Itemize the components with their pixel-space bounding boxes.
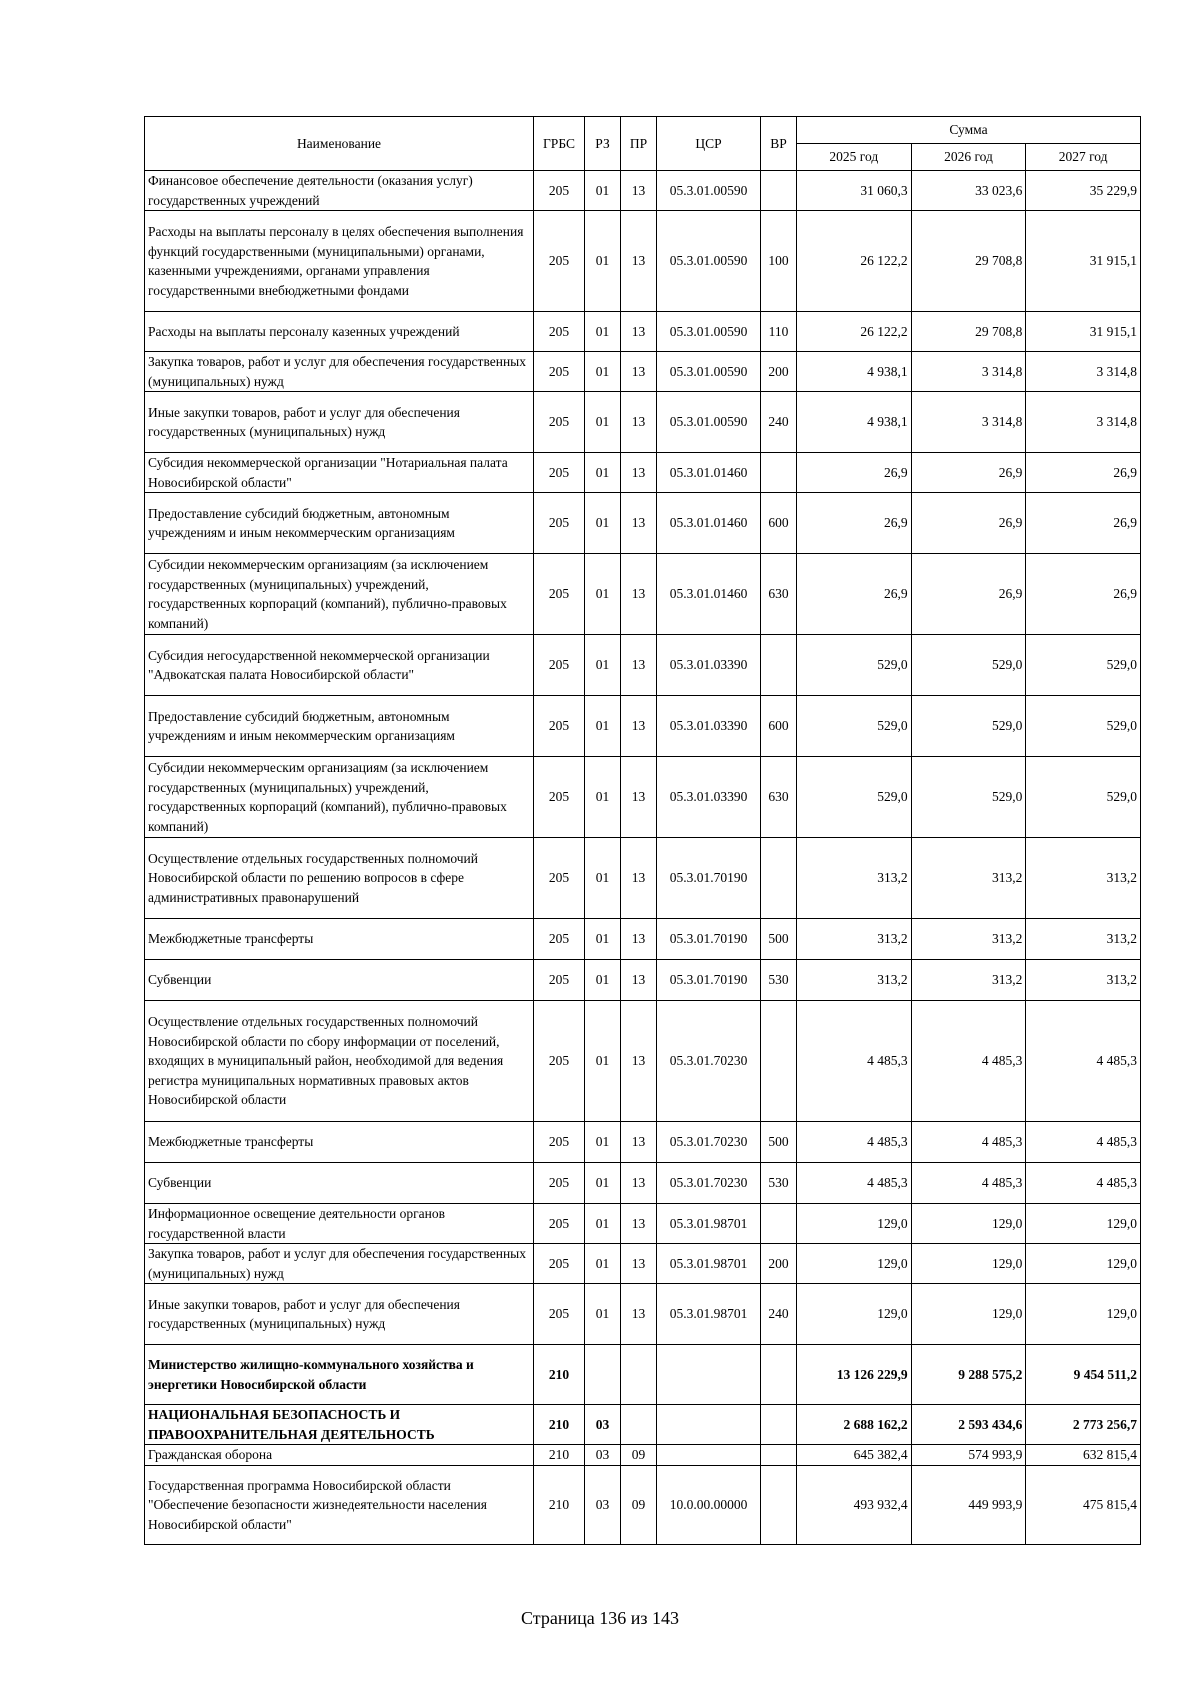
cell-vr: 110 xyxy=(761,312,797,352)
cell-pr: 13 xyxy=(621,960,657,1001)
cell-grbs: 205 xyxy=(534,1284,585,1345)
header-name: Наименование xyxy=(145,117,534,171)
cell-y2026: 3 314,8 xyxy=(911,352,1026,392)
cell-y2026: 3 314,8 xyxy=(911,392,1026,453)
cell-grbs: 205 xyxy=(534,211,585,312)
header-year-2026: 2026 год xyxy=(911,144,1026,171)
cell-name: Субсидии некоммерческим организациям (за исключением государственных (муниципальных) учреждений, государственных корпораций (компаний), публично-правовых компаний) xyxy=(145,757,534,838)
cell-y2027: 3 314,8 xyxy=(1026,352,1141,392)
cell-name: Иные закупки товаров, работ и услуг для обеспечения государственных (муниципальных) нужд xyxy=(145,392,534,453)
table-row xyxy=(145,171,1141,211)
cell-rz: 01 xyxy=(585,493,621,554)
cell-name: НАЦИОНАЛЬНАЯ БЕЗОПАСНОСТЬ И ПРАВООХРАНИТЕЛЬНАЯ ДЕЯТЕЛЬНОСТЬ xyxy=(145,1405,534,1445)
cell-vr xyxy=(761,635,797,696)
cell-y2025: 4 485,3 xyxy=(797,1122,912,1163)
header-rz: РЗ xyxy=(585,117,621,171)
cell-pr: 13 xyxy=(621,392,657,453)
cell-rz: 01 xyxy=(585,919,621,960)
cell-grbs: 205 xyxy=(534,352,585,392)
cell-csr: 05.3.01.01460 xyxy=(657,493,761,554)
cell-rz: 03 xyxy=(585,1405,621,1445)
cell-csr: 05.3.01.03390 xyxy=(657,635,761,696)
header-year-2025: 2025 год xyxy=(797,144,912,171)
header-grbs: ГРБС xyxy=(534,117,585,171)
cell-csr: 05.3.01.70230 xyxy=(657,1001,761,1122)
cell-csr xyxy=(657,1445,761,1466)
cell-csr: 05.3.01.70230 xyxy=(657,1163,761,1204)
cell-y2027: 632 815,4 xyxy=(1026,1445,1141,1466)
cell-csr: 05.3.01.70230 xyxy=(657,1122,761,1163)
cell-rz: 01 xyxy=(585,1122,621,1163)
cell-y2026: 9 288 575,2 xyxy=(911,1345,1026,1405)
cell-vr: 600 xyxy=(761,696,797,757)
cell-rz: 01 xyxy=(585,171,621,211)
header-vr: ВР xyxy=(761,117,797,171)
cell-csr: 05.3.01.01460 xyxy=(657,554,761,635)
cell-y2027: 129,0 xyxy=(1026,1204,1141,1244)
cell-pr: 13 xyxy=(621,312,657,352)
cell-rz: 03 xyxy=(585,1445,621,1466)
cell-vr xyxy=(761,1445,797,1466)
table-row xyxy=(145,1466,1141,1545)
cell-csr: 05.3.01.01460 xyxy=(657,453,761,493)
cell-vr: 500 xyxy=(761,919,797,960)
cell-pr: 09 xyxy=(621,1466,657,1545)
header-csr: ЦСР xyxy=(657,117,761,171)
cell-grbs: 205 xyxy=(534,1163,585,1204)
cell-name: Осуществление отдельных государственных полномочий Новосибирской области по решению вопросов в сфере административных правонарушений xyxy=(145,838,534,919)
cell-y2026: 4 485,3 xyxy=(911,1163,1026,1204)
cell-y2025: 26,9 xyxy=(797,493,912,554)
cell-y2025: 4 938,1 xyxy=(797,352,912,392)
cell-csr: 05.3.01.00590 xyxy=(657,312,761,352)
cell-csr: 05.3.01.03390 xyxy=(657,757,761,838)
cell-csr: 05.3.01.00590 xyxy=(657,392,761,453)
cell-grbs: 205 xyxy=(534,1204,585,1244)
cell-name: Министерство жилищно-коммунального хозяйства и энергетики Новосибирской области xyxy=(145,1345,534,1405)
cell-vr xyxy=(761,1405,797,1445)
cell-y2025: 26 122,2 xyxy=(797,312,912,352)
cell-y2025: 493 932,4 xyxy=(797,1466,912,1545)
cell-rz: 03 xyxy=(585,1466,621,1545)
cell-rz xyxy=(585,1345,621,1405)
cell-rz: 01 xyxy=(585,1244,621,1284)
cell-csr: 05.3.01.98701 xyxy=(657,1284,761,1345)
cell-y2027: 31 915,1 xyxy=(1026,211,1141,312)
cell-y2026: 574 993,9 xyxy=(911,1445,1026,1466)
table-row xyxy=(145,919,1141,960)
cell-vr: 530 xyxy=(761,1163,797,1204)
cell-grbs: 205 xyxy=(534,757,585,838)
cell-y2026: 529,0 xyxy=(911,757,1026,838)
cell-y2026: 2 593 434,6 xyxy=(911,1405,1026,1445)
table-row xyxy=(145,1001,1141,1122)
cell-y2027: 35 229,9 xyxy=(1026,171,1141,211)
cell-y2026: 29 708,8 xyxy=(911,312,1026,352)
cell-vr xyxy=(761,1001,797,1122)
cell-grbs: 205 xyxy=(534,960,585,1001)
cell-y2025: 129,0 xyxy=(797,1204,912,1244)
cell-y2026: 313,2 xyxy=(911,960,1026,1001)
table-row xyxy=(145,1122,1141,1163)
cell-grbs: 210 xyxy=(534,1405,585,1445)
table-row xyxy=(145,312,1141,352)
table-body xyxy=(145,171,1141,1545)
cell-grbs: 210 xyxy=(534,1445,585,1466)
cell-y2027: 26,9 xyxy=(1026,493,1141,554)
cell-pr: 13 xyxy=(621,554,657,635)
table-row xyxy=(145,392,1141,453)
cell-y2026: 26,9 xyxy=(911,554,1026,635)
table-row xyxy=(145,1345,1141,1405)
cell-y2025: 4 485,3 xyxy=(797,1001,912,1122)
cell-y2026: 129,0 xyxy=(911,1244,1026,1284)
cell-name: Предоставление субсидий бюджетным, автономным учреждениям и иным некоммерческим организациям xyxy=(145,493,534,554)
table-row xyxy=(145,554,1141,635)
cell-pr: 13 xyxy=(621,635,657,696)
cell-y2027: 9 454 511,2 xyxy=(1026,1345,1141,1405)
cell-pr: 13 xyxy=(621,1122,657,1163)
cell-y2027: 313,2 xyxy=(1026,960,1141,1001)
cell-y2026: 129,0 xyxy=(911,1204,1026,1244)
cell-csr: 10.0.00.00000 xyxy=(657,1466,761,1545)
cell-y2027: 26,9 xyxy=(1026,453,1141,493)
cell-pr: 13 xyxy=(621,1001,657,1122)
cell-y2025: 129,0 xyxy=(797,1244,912,1284)
cell-pr: 13 xyxy=(621,453,657,493)
cell-grbs: 205 xyxy=(534,493,585,554)
cell-rz: 01 xyxy=(585,960,621,1001)
table-row xyxy=(145,1163,1141,1204)
cell-name: Межбюджетные трансферты xyxy=(145,1122,534,1163)
table-row xyxy=(145,838,1141,919)
cell-grbs: 205 xyxy=(534,392,585,453)
cell-y2026: 29 708,8 xyxy=(911,211,1026,312)
cell-y2025: 31 060,3 xyxy=(797,171,912,211)
cell-rz: 01 xyxy=(585,554,621,635)
cell-vr: 200 xyxy=(761,1244,797,1284)
cell-y2025: 26,9 xyxy=(797,554,912,635)
cell-rz: 01 xyxy=(585,392,621,453)
cell-grbs: 205 xyxy=(534,171,585,211)
cell-y2027: 2 773 256,7 xyxy=(1026,1405,1141,1445)
cell-rz: 01 xyxy=(585,1163,621,1204)
cell-pr xyxy=(621,1345,657,1405)
cell-grbs: 205 xyxy=(534,1001,585,1122)
cell-name: Государственная программа Новосибирской области "Обеспечение безопасности жизнедеятельности населения Новосибирской области" xyxy=(145,1466,534,1545)
table-row xyxy=(145,1405,1141,1445)
cell-pr: 13 xyxy=(621,1244,657,1284)
cell-y2026: 33 023,6 xyxy=(911,171,1026,211)
cell-rz: 01 xyxy=(585,696,621,757)
cell-y2027: 529,0 xyxy=(1026,757,1141,838)
cell-vr: 630 xyxy=(761,554,797,635)
cell-pr: 13 xyxy=(621,696,657,757)
cell-name: Иные закупки товаров, работ и услуг для обеспечения государственных (муниципальных) нужд xyxy=(145,1284,534,1345)
cell-csr: 05.3.01.00590 xyxy=(657,352,761,392)
cell-pr: 13 xyxy=(621,493,657,554)
cell-y2026: 4 485,3 xyxy=(911,1122,1026,1163)
cell-grbs: 205 xyxy=(534,1122,585,1163)
cell-pr xyxy=(621,1405,657,1445)
table-row xyxy=(145,453,1141,493)
header-sum: Сумма xyxy=(797,117,1141,144)
cell-y2025: 529,0 xyxy=(797,757,912,838)
cell-pr: 13 xyxy=(621,352,657,392)
table-row xyxy=(145,352,1141,392)
cell-name: Закупка товаров, работ и услуг для обеспечения государственных (муниципальных) нужд xyxy=(145,352,534,392)
cell-pr: 13 xyxy=(621,211,657,312)
cell-name: Субсидия некоммерческой организации "Нотариальная палата Новосибирской области" xyxy=(145,453,534,493)
cell-y2025: 129,0 xyxy=(797,1284,912,1345)
cell-grbs: 205 xyxy=(534,838,585,919)
table-row xyxy=(145,635,1141,696)
cell-pr: 13 xyxy=(621,1204,657,1244)
cell-y2026: 26,9 xyxy=(911,493,1026,554)
cell-grbs: 205 xyxy=(534,696,585,757)
cell-grbs: 205 xyxy=(534,635,585,696)
table-row xyxy=(145,757,1141,838)
cell-name: Закупка товаров, работ и услуг для обеспечения государственных (муниципальных) нужд xyxy=(145,1244,534,1284)
cell-name: Субсидия негосударственной некоммерческой организации "Адвокатская палата Новосибирской области" xyxy=(145,635,534,696)
page-number: Страница 136 из 143 xyxy=(521,1608,679,1628)
cell-grbs: 210 xyxy=(534,1345,585,1405)
cell-name: Расходы на выплаты персоналу в целях обеспечения выполнения функций государственными (муниципальными) органами, казенными учреждениями, органами управления государственными внебюджетными фондами xyxy=(145,211,534,312)
cell-vr: 240 xyxy=(761,1284,797,1345)
cell-name: Предоставление субсидий бюджетным, автономным учреждениям и иным некоммерческим организациям xyxy=(145,696,534,757)
cell-y2025: 313,2 xyxy=(797,919,912,960)
table-row xyxy=(145,211,1141,312)
cell-y2025: 13 126 229,9 xyxy=(797,1345,912,1405)
cell-y2026: 26,9 xyxy=(911,453,1026,493)
cell-grbs: 210 xyxy=(534,1466,585,1545)
cell-name: Информационное освещение деятельности органов государственной власти xyxy=(145,1204,534,1244)
cell-pr: 13 xyxy=(621,919,657,960)
cell-grbs: 205 xyxy=(534,453,585,493)
table-row xyxy=(145,696,1141,757)
cell-y2027: 4 485,3 xyxy=(1026,1001,1141,1122)
cell-csr: 05.3.01.00590 xyxy=(657,211,761,312)
cell-csr: 05.3.01.03390 xyxy=(657,696,761,757)
table-header xyxy=(145,117,1141,171)
cell-y2027: 475 815,4 xyxy=(1026,1466,1141,1545)
cell-rz: 01 xyxy=(585,635,621,696)
cell-grbs: 205 xyxy=(534,312,585,352)
cell-y2025: 4 485,3 xyxy=(797,1163,912,1204)
cell-rz: 01 xyxy=(585,211,621,312)
cell-grbs: 205 xyxy=(534,554,585,635)
cell-y2026: 313,2 xyxy=(911,919,1026,960)
cell-y2027: 313,2 xyxy=(1026,919,1141,960)
cell-y2027: 4 485,3 xyxy=(1026,1122,1141,1163)
cell-y2025: 313,2 xyxy=(797,838,912,919)
cell-vr: 600 xyxy=(761,493,797,554)
cell-y2025: 2 688 162,2 xyxy=(797,1405,912,1445)
cell-vr xyxy=(761,838,797,919)
cell-vr: 500 xyxy=(761,1122,797,1163)
cell-grbs: 205 xyxy=(534,1244,585,1284)
cell-vr: 630 xyxy=(761,757,797,838)
header-pr: ПР xyxy=(621,117,657,171)
cell-y2025: 529,0 xyxy=(797,635,912,696)
cell-pr: 13 xyxy=(621,757,657,838)
cell-vr: 240 xyxy=(761,392,797,453)
cell-pr: 13 xyxy=(621,1284,657,1345)
cell-y2025: 26 122,2 xyxy=(797,211,912,312)
cell-vr xyxy=(761,1345,797,1405)
cell-rz: 01 xyxy=(585,838,621,919)
cell-y2027: 129,0 xyxy=(1026,1284,1141,1345)
table-row xyxy=(145,1445,1141,1466)
cell-grbs: 205 xyxy=(534,919,585,960)
cell-pr: 13 xyxy=(621,171,657,211)
cell-rz: 01 xyxy=(585,352,621,392)
cell-rz: 01 xyxy=(585,1001,621,1122)
cell-rz: 01 xyxy=(585,757,621,838)
cell-vr xyxy=(761,1466,797,1545)
cell-y2025: 645 382,4 xyxy=(797,1445,912,1466)
cell-y2026: 129,0 xyxy=(911,1284,1026,1345)
cell-y2026: 313,2 xyxy=(911,838,1026,919)
cell-name: Расходы на выплаты персоналу казенных учреждений xyxy=(145,312,534,352)
cell-vr: 100 xyxy=(761,211,797,312)
cell-y2025: 313,2 xyxy=(797,960,912,1001)
cell-y2027: 129,0 xyxy=(1026,1244,1141,1284)
cell-name: Субвенции xyxy=(145,960,534,1001)
cell-rz: 01 xyxy=(585,1284,621,1345)
cell-csr: 05.3.01.70190 xyxy=(657,960,761,1001)
cell-y2027: 26,9 xyxy=(1026,554,1141,635)
cell-y2026: 449 993,9 xyxy=(911,1466,1026,1545)
cell-y2025: 4 938,1 xyxy=(797,392,912,453)
cell-y2027: 529,0 xyxy=(1026,696,1141,757)
cell-name: Осуществление отдельных государственных полномочий Новосибирской области по сбору информации от поселений, входящих в муниципальный район, необходимой для ведения регистра муниципальных нормативных правовых актов Новосибирской области xyxy=(145,1001,534,1122)
table-row xyxy=(145,493,1141,554)
cell-y2026: 529,0 xyxy=(911,635,1026,696)
cell-name: Субвенции xyxy=(145,1163,534,1204)
cell-vr: 530 xyxy=(761,960,797,1001)
table-row xyxy=(145,1204,1141,1244)
cell-vr xyxy=(761,453,797,493)
cell-pr: 13 xyxy=(621,838,657,919)
cell-vr xyxy=(761,171,797,211)
cell-y2027: 31 915,1 xyxy=(1026,312,1141,352)
cell-y2026: 4 485,3 xyxy=(911,1001,1026,1122)
cell-rz: 01 xyxy=(585,453,621,493)
cell-rz: 01 xyxy=(585,312,621,352)
cell-y2025: 529,0 xyxy=(797,696,912,757)
cell-vr xyxy=(761,1204,797,1244)
cell-csr: 05.3.01.98701 xyxy=(657,1244,761,1284)
table-row xyxy=(145,1284,1141,1345)
cell-csr xyxy=(657,1405,761,1445)
cell-csr: 05.3.01.98701 xyxy=(657,1204,761,1244)
cell-rz: 01 xyxy=(585,1204,621,1244)
cell-y2027: 313,2 xyxy=(1026,838,1141,919)
budget-table xyxy=(144,116,1141,1545)
header-year-2027: 2027 год xyxy=(1026,144,1141,171)
table-row xyxy=(145,960,1141,1001)
cell-y2027: 3 314,8 xyxy=(1026,392,1141,453)
cell-pr: 13 xyxy=(621,1163,657,1204)
cell-name: Финансовое обеспечение деятельности (оказания услуг) государственных учреждений xyxy=(145,171,534,211)
cell-y2026: 529,0 xyxy=(911,696,1026,757)
cell-name: Субсидии некоммерческим организациям (за исключением государственных (муниципальных) учреждений, государственных корпораций (компаний), публично-правовых компаний) xyxy=(145,554,534,635)
cell-csr: 05.3.01.00590 xyxy=(657,171,761,211)
table-row xyxy=(145,1244,1141,1284)
cell-csr xyxy=(657,1345,761,1405)
cell-name: Межбюджетные трансферты xyxy=(145,919,534,960)
cell-csr: 05.3.01.70190 xyxy=(657,919,761,960)
cell-pr: 09 xyxy=(621,1445,657,1466)
cell-y2027: 4 485,3 xyxy=(1026,1163,1141,1204)
cell-y2027: 529,0 xyxy=(1026,635,1141,696)
cell-name: Гражданская оборона xyxy=(145,1445,534,1466)
cell-vr: 200 xyxy=(761,352,797,392)
cell-csr: 05.3.01.70190 xyxy=(657,838,761,919)
cell-y2025: 26,9 xyxy=(797,453,912,493)
